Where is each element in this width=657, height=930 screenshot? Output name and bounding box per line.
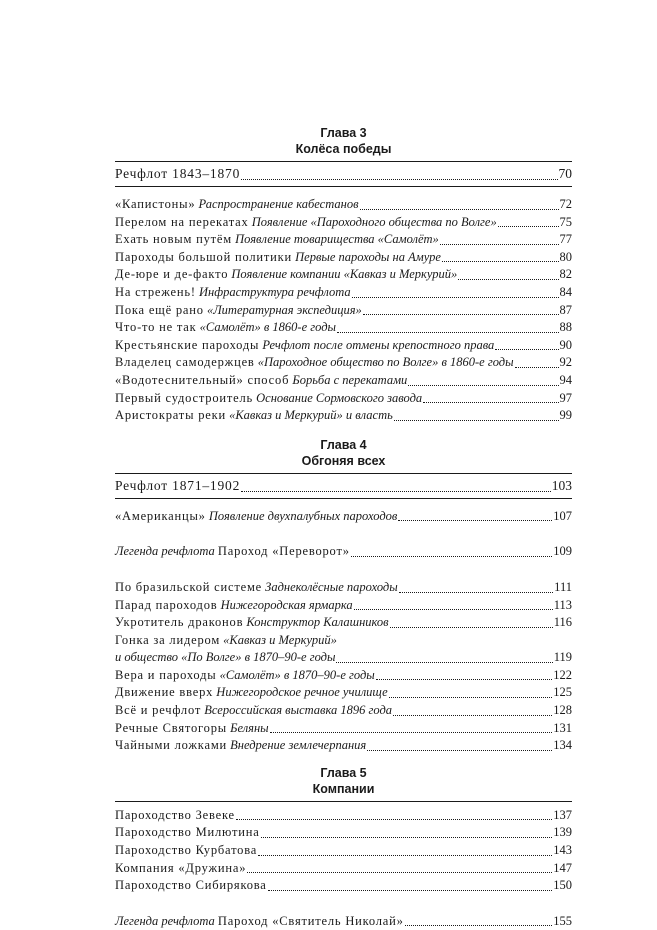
leader-dots bbox=[389, 697, 553, 698]
toc-entry[interactable] bbox=[115, 249, 572, 267]
leader-dots bbox=[423, 402, 558, 403]
entry-title: Ехать новым путём bbox=[115, 232, 232, 247]
page-number: 87 bbox=[559, 302, 572, 317]
entry-title: Крестьянские пароходы bbox=[115, 337, 260, 352]
toc-entry[interactable] bbox=[115, 667, 572, 685]
leader-dots bbox=[398, 520, 552, 521]
leader-dots bbox=[376, 679, 553, 680]
leader-dots bbox=[498, 226, 559, 227]
entry-title: «Американцы» bbox=[115, 508, 206, 523]
toc-entry[interactable] bbox=[115, 597, 572, 615]
page-number: 94 bbox=[559, 372, 572, 387]
entry-subtitle: «Пароходное общество по Волге» в 1860-е годы bbox=[257, 355, 514, 370]
toc-entry[interactable] bbox=[115, 842, 572, 860]
page-number: 97 bbox=[559, 390, 572, 405]
chapter-5 bbox=[115, 765, 572, 930]
entry-subtitle: Появление товарищества «Самолёт» bbox=[235, 232, 439, 247]
entry-title: Укротитель драконов bbox=[115, 615, 244, 630]
entry-subtitle: Заднеколёсные пароходы bbox=[265, 579, 398, 594]
toc-entry[interactable] bbox=[115, 214, 572, 232]
chapter-title: Обгоняя всех bbox=[301, 453, 386, 468]
entry-subtitle: Инфраструктура речфлота bbox=[198, 284, 351, 299]
toc-entry[interactable] bbox=[115, 284, 572, 302]
entry-subtitle: Нижегородское речное училище bbox=[216, 685, 388, 700]
chapter-4 bbox=[115, 437, 572, 755]
toc-entry[interactable] bbox=[115, 390, 572, 408]
table-of-contents bbox=[115, 125, 572, 930]
leader-dots bbox=[261, 837, 553, 838]
leader-dots bbox=[352, 297, 559, 298]
page-number: 107 bbox=[553, 508, 572, 523]
toc-entry[interactable] bbox=[115, 319, 572, 337]
toc-entry[interactable] bbox=[115, 354, 572, 372]
leader-dots bbox=[268, 890, 553, 891]
toc-entry[interactable] bbox=[115, 337, 572, 355]
leader-dots bbox=[236, 819, 552, 820]
page-number: 84 bbox=[559, 284, 572, 299]
entry-title: На стрежень! bbox=[115, 284, 196, 299]
page-number: 155 bbox=[553, 913, 572, 928]
entry-title: Всё и речфлот bbox=[115, 703, 202, 718]
chapter-number: Глава 5 bbox=[320, 765, 367, 780]
entry-title: Пароходство Милютина bbox=[115, 825, 260, 840]
page-number: 116 bbox=[553, 615, 572, 630]
toc-entry[interactable] bbox=[115, 302, 572, 320]
toc-entry[interactable] bbox=[115, 702, 572, 720]
page-number: 122 bbox=[553, 667, 572, 682]
entry-subtitle: Внедрение землечерпания bbox=[230, 738, 367, 753]
leader-dots bbox=[354, 609, 553, 610]
entry-subtitle: «Самолёт» в 1870–90-е годы bbox=[219, 667, 375, 682]
entry-title: Речфлот 1843–1870 bbox=[115, 166, 241, 181]
entry-title: Аристократы реки bbox=[115, 408, 226, 423]
leader-dots bbox=[270, 732, 553, 733]
entry-subtitle: «Кавказ и Меркурий» bbox=[223, 632, 337, 647]
entry-title: Парад пароходов bbox=[115, 597, 218, 612]
page-number: 82 bbox=[559, 267, 572, 282]
entry-subtitle: «Кавказ и Меркурий» и власть bbox=[229, 408, 393, 423]
entry-subtitle: Всероссийская выставка 1896 года bbox=[204, 703, 393, 718]
toc-entry[interactable] bbox=[115, 860, 572, 878]
leader-dots bbox=[247, 872, 552, 873]
page-number: 70 bbox=[558, 166, 572, 181]
toc-entry[interactable] bbox=[115, 824, 572, 842]
page-number: 75 bbox=[559, 214, 572, 229]
toc-entry-two-line[interactable] bbox=[115, 632, 572, 667]
toc-entry[interactable] bbox=[115, 684, 572, 702]
entry-title: Владелец самодержцев bbox=[115, 355, 255, 370]
leader-dots bbox=[440, 244, 559, 245]
toc-entry[interactable] bbox=[115, 508, 572, 526]
chapter-title: Колёса победы bbox=[295, 142, 392, 156]
leader-dots bbox=[337, 332, 558, 333]
leader-dots bbox=[495, 349, 558, 350]
entry-subtitle: Борьба с перекатами bbox=[292, 372, 408, 387]
leader-dots bbox=[363, 314, 559, 315]
entry-title: «Капистоны» bbox=[115, 197, 196, 211]
page-number: 99 bbox=[559, 408, 572, 423]
entry-subtitle: Появление компании «Кавказ и Меркурий» bbox=[231, 267, 458, 282]
entry-title: Компания «Дружина» bbox=[115, 860, 247, 875]
entry-title: Первый судостроитель bbox=[115, 390, 254, 405]
leader-dots bbox=[405, 925, 553, 926]
page-number: 88 bbox=[559, 320, 572, 335]
toc-entry[interactable] bbox=[115, 737, 572, 755]
entry-title: «Водотеснительный» способ bbox=[115, 372, 290, 387]
leader-dots bbox=[367, 750, 552, 751]
entry-subtitle: Появление «Пароходного общества по Волге» bbox=[251, 214, 497, 229]
leader-dots bbox=[351, 556, 552, 557]
page-number: 80 bbox=[559, 249, 572, 264]
entry-subtitle-cont: и общество «По Волге» в 1870–90-е годы bbox=[115, 650, 336, 665]
entry-subtitle: Пароход «Святитель Николай» bbox=[217, 913, 404, 928]
entry-title: Речфлот 1871–1902 bbox=[115, 477, 241, 493]
page-number: 111 bbox=[554, 579, 572, 594]
leader-dots bbox=[393, 715, 552, 716]
entry-title: Чайными ложками bbox=[115, 738, 228, 753]
page-number: 131 bbox=[553, 720, 572, 735]
entry-title: Пароходство Зевеке bbox=[115, 807, 235, 822]
leader-dots bbox=[515, 367, 559, 368]
page-number: 77 bbox=[559, 232, 572, 247]
toc-entry[interactable] bbox=[115, 807, 572, 825]
entry-subtitle: Беляны bbox=[230, 720, 269, 735]
page-number: 125 bbox=[553, 685, 572, 700]
leader-dots bbox=[258, 855, 552, 856]
entry-title: Пароходы большой политики bbox=[115, 249, 293, 264]
chapter-title: Компании bbox=[312, 781, 375, 796]
entry-title: Пароходство Курбатова bbox=[115, 843, 258, 858]
entry-subtitle: «Литературная экспедиция» bbox=[206, 302, 362, 317]
page-number: 92 bbox=[559, 355, 572, 370]
chapter-number: Глава 3 bbox=[320, 126, 367, 140]
leader-dots bbox=[360, 209, 559, 210]
leader-dots bbox=[394, 420, 559, 421]
entry-title: Вера и пароходы bbox=[115, 667, 217, 682]
entry-title: Что-то не так bbox=[115, 320, 197, 335]
page-number: 113 bbox=[553, 597, 572, 612]
toc-entry[interactable] bbox=[115, 579, 572, 597]
page-number: 128 bbox=[553, 703, 572, 718]
entry-title: Легенда речфлота bbox=[115, 913, 215, 928]
entry-title: Речные Святогоры bbox=[115, 720, 227, 735]
leader-dots bbox=[241, 491, 551, 492]
entry-title: Де-юре и де-факто bbox=[115, 267, 229, 282]
entry-title: Легенда речфлота bbox=[115, 544, 215, 559]
leader-dots bbox=[241, 179, 557, 180]
chapter-3 bbox=[115, 125, 572, 425]
toc-entry[interactable] bbox=[115, 407, 572, 425]
entry-title: Перелом на перекатах bbox=[115, 214, 249, 229]
chapter-number: Глава 4 bbox=[320, 437, 367, 452]
entry-subtitle: Речфлот после отмены крепостного права bbox=[262, 337, 495, 352]
page-number: 134 bbox=[553, 738, 572, 753]
toc-entry[interactable] bbox=[115, 614, 572, 632]
entry-subtitle: Пароход «Переворот» bbox=[217, 544, 350, 559]
page-number: 143 bbox=[553, 843, 572, 858]
toc-entry[interactable] bbox=[115, 372, 572, 390]
toc-entry-main[interactable] bbox=[115, 474, 572, 498]
toc-entry[interactable] bbox=[115, 231, 572, 249]
page-number: 150 bbox=[553, 878, 572, 893]
page-number: 147 bbox=[553, 860, 572, 875]
toc-entry[interactable] bbox=[115, 877, 572, 895]
leader-dots bbox=[442, 261, 559, 262]
toc-entry[interactable] bbox=[115, 196, 572, 214]
leader-dots bbox=[399, 592, 553, 593]
leader-dots bbox=[408, 385, 558, 386]
entry-title: Пока ещё рано bbox=[115, 302, 204, 317]
page-number: 137 bbox=[553, 807, 572, 822]
entry-subtitle: Конструктор Калашников bbox=[246, 615, 389, 630]
entry-title: По бразильской системе bbox=[115, 579, 263, 594]
leader-dots bbox=[336, 662, 552, 663]
toc-entry[interactable] bbox=[115, 266, 572, 284]
leader-dots bbox=[458, 279, 558, 280]
entry-title: Пароходство Сибирякова bbox=[115, 878, 267, 893]
page-number: 103 bbox=[551, 477, 572, 493]
toc-entry[interactable] bbox=[115, 720, 572, 738]
entry-subtitle: Распространение кабестанов bbox=[198, 197, 359, 211]
page-number: 90 bbox=[559, 337, 572, 352]
toc-entry-legend[interactable] bbox=[115, 543, 572, 561]
entry-title: Гонка за лидером bbox=[115, 632, 221, 647]
entry-subtitle: «Самолёт» в 1860-е годы bbox=[199, 320, 337, 335]
page-number: 139 bbox=[553, 825, 572, 840]
leader-dots bbox=[390, 627, 553, 628]
entry-subtitle: Первые пароходы на Амуре bbox=[295, 249, 441, 264]
entry-title: Движение вверх bbox=[115, 685, 214, 700]
entry-subtitle: Появление двухпалубных пароходов bbox=[208, 508, 398, 523]
page-number: 109 bbox=[553, 544, 572, 559]
page-number: 119 bbox=[553, 650, 572, 665]
toc-entry-main[interactable] bbox=[115, 162, 572, 186]
toc-entry-legend[interactable] bbox=[115, 913, 572, 930]
entry-subtitle: Основание Сормовского завода bbox=[256, 390, 423, 405]
page-number: 72 bbox=[559, 197, 572, 211]
entry-subtitle: Нижегородская ярмарка bbox=[220, 597, 353, 612]
